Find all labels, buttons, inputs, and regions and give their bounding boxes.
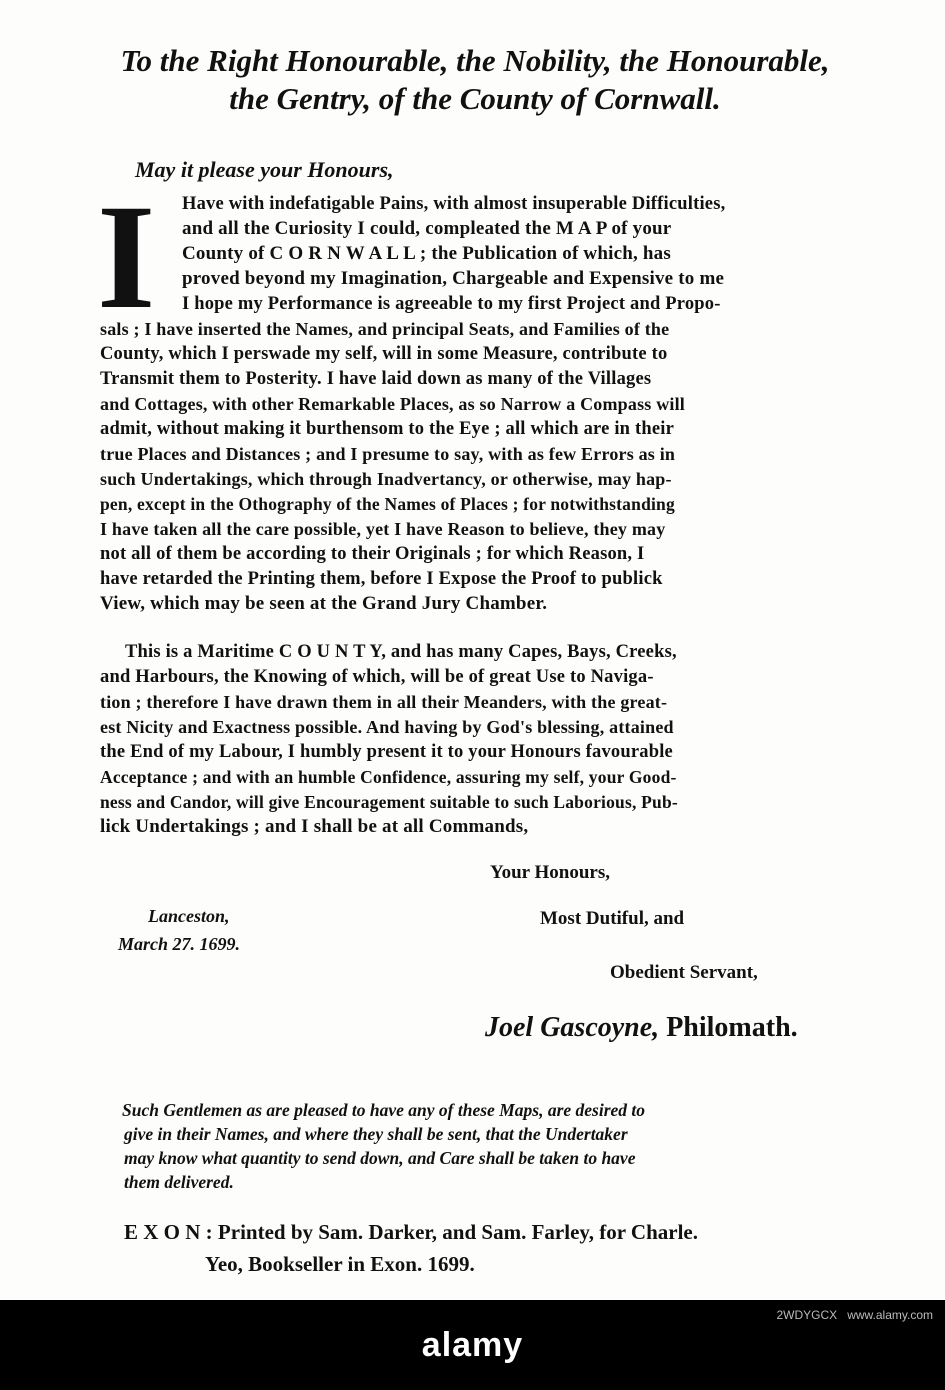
watermark-band: [0, 1300, 945, 1390]
text-line: the End of my Labour, I humbly present it to your Honours favourable: [100, 742, 673, 762]
text-line: sals ; I have inserted the Names, and principal Seats, and Families of the: [100, 319, 670, 339]
signature: [485, 1012, 798, 1044]
text-line: admit, without making it burthensom to the Eye ; all which are in their: [100, 419, 675, 439]
text-line: View, which may be seen at the Grand Jury Chamber.: [100, 593, 548, 614]
closing-line-3: Obedient Servant,: [610, 962, 758, 983]
text-line: pen, except in the Othography of the Names of Places ; for notwithstanding: [100, 494, 675, 514]
text-line: est Nicity and Exactness possible. And having by God's blessing, attained: [100, 717, 674, 737]
text-line: County of C O R N W A L L ; the Publication of which, has: [182, 243, 671, 264]
imprint-line-1: E X O N : Printed by Sam. Darker, and Sam. Farley, for Charle.: [124, 1220, 698, 1244]
imprint-line-2: Yeo, Bookseller in Exon. 1699.: [205, 1252, 475, 1276]
notice-line: them delivered.: [124, 1172, 234, 1192]
watermark-url: www.alamy.com: [847, 1308, 933, 1322]
title-line-1: To the Right Honourable, the Nobility, the Honourable,: [120, 43, 830, 78]
notice-line: Such Gentlemen as are pleased to have any of these Maps, are desired to: [122, 1100, 646, 1120]
watermark-image-id: 2WDYGCX: [776, 1308, 838, 1322]
watermark-logo: alamy: [421, 1326, 524, 1364]
text-line: I have taken all the care possible, yet I have Reason to believe, they may: [100, 519, 666, 539]
signature-title: Philomath.: [666, 1012, 798, 1043]
text-line: Have with indefatigable Pains, with almost insuperable Difficulties,: [182, 194, 726, 214]
text-line: County, which I perswade my self, will in some Measure, contribute to: [100, 344, 668, 364]
drop-capital: I: [97, 174, 156, 340]
text-line: Transmit them to Posterity. I have laid down as many of the Villages: [100, 369, 652, 389]
title-line-2: the Gentry, of the County of Cornwall.: [229, 81, 721, 116]
closing-line-1: Your Honours,: [490, 862, 611, 883]
text-line: Acceptance ; and with an humble Confidence, assuring my self, your Good-: [100, 767, 677, 787]
date-line: March 27. 1699.: [118, 934, 241, 954]
text-line: not all of them be according to their Originals ; for which Reason, I: [100, 544, 645, 564]
text-line: and Harbours, the Knowing of which, will be of great Use to Naviga-: [100, 667, 654, 687]
text-line: This is a Maritime C O U N T Y, and has many Capes, Bays, Creeks,: [125, 642, 677, 662]
text-line: true Places and Distances ; and I presume to say, with as few Errors as in: [100, 444, 676, 464]
closing-line-2: Most Dutiful, and: [540, 908, 685, 929]
text-line: and all the Curiosity I could, compleated the M A P of your: [182, 218, 672, 239]
place-of-writing: Lanceston,: [148, 906, 230, 926]
text-line: have retarded the Printing them, before I Expose the Proof to publick: [100, 569, 663, 589]
text-line: proved beyond my Imagination, Chargeable and Expensive to me: [182, 268, 725, 289]
notice-line: may know what quantity to send down, and Care shall be taken to have: [124, 1148, 636, 1168]
salutation: May it please your Honours,: [135, 157, 394, 182]
dedication-title: [60, 42, 890, 118]
text-line: lick Undertakings ; and I shall be at all Commands,: [100, 816, 529, 837]
text-line: tion ; therefore I have drawn them in all their Meanders, with the great-: [100, 692, 668, 712]
text-line: I hope my Performance is agreeable to my first Project and Propo-: [182, 294, 721, 314]
notice-line: give in their Names, and where they shall be sent, that the Undertaker: [124, 1124, 628, 1144]
text-line: such Undertakings, which through Inadvertancy, or otherwise, may hap-: [100, 469, 672, 489]
text-line: ness and Candor, will give Encouragement suitable to such Laborious, Pub-: [100, 792, 678, 812]
notice-to-subscribers: [122, 1098, 862, 1194]
signature-name: Joel Gascoyne,: [485, 1012, 660, 1043]
text-line: and Cottages, with other Remarkable Places, as so Narrow a Compass will: [100, 394, 686, 414]
watermark-id: [777, 1308, 934, 1322]
